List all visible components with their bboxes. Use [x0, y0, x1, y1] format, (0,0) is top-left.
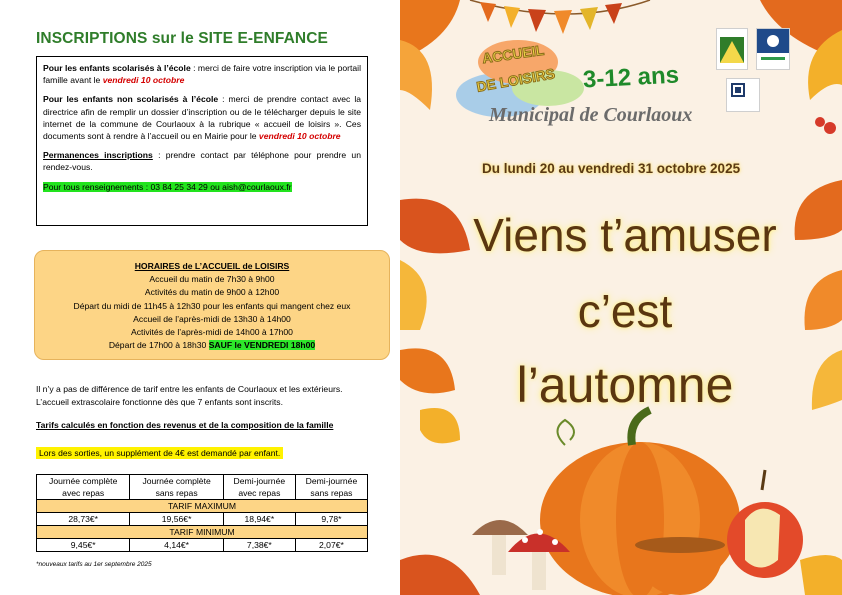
- supplement-note: Lors des sorties, un supplément de 4€ est demandé par enfant.: [36, 447, 283, 459]
- table-header-cell: Journée complète sans repas: [130, 475, 223, 500]
- partner-logo: [726, 78, 760, 112]
- leaf-icon: [795, 180, 842, 240]
- table-cell: 7,38€*: [223, 539, 295, 552]
- table-cell: 9,45€*: [37, 539, 130, 552]
- hours-line: Activités de l’après-midi de 14h00 à 17h00: [131, 327, 293, 338]
- headline-line-3: l’automne: [516, 357, 734, 413]
- table-cell: 19,56€*: [130, 513, 223, 526]
- hours-line: Départ du midi de 11h45 à 12h30 pour les enfants qui mangent chez eux: [73, 300, 351, 311]
- tariff-table: [36, 474, 368, 552]
- table-row: [37, 526, 368, 539]
- contact-line: Pour tous renseignements : 03 84 25 34 29 ou aish@courlaoux.fr: [43, 181, 292, 192]
- left-panel: [0, 0, 400, 595]
- inscriptions-title: INSCRIPTIONS sur le SITE E-ENFANCE: [36, 30, 328, 47]
- table-cell: 18,94€*: [223, 513, 295, 526]
- leaf-icon: [400, 555, 480, 595]
- berry-icon: [815, 117, 825, 127]
- hours-line: Accueil du matin de 7h30 à 9h00: [149, 274, 275, 285]
- age-range: 3-12 ans: [582, 61, 680, 94]
- leaf-icon: [812, 350, 842, 410]
- leaf-icon: [804, 270, 842, 330]
- table-row: [37, 513, 368, 526]
- permanences-paragraph: Permanences inscriptions : prendre contact par téléphone pour prendre un rendez-vous.: [43, 150, 361, 173]
- bunting-flag-icon: [528, 9, 546, 32]
- tariff-min-band: TARIF MINIMUM: [37, 526, 368, 539]
- municipal-title: Municipal de Courlaoux: [489, 104, 693, 126]
- caf-logo: [756, 28, 790, 70]
- schooled-paragraph: Pour les enfants scolarisés à l’école : merci de faire votre inscription via le portail famille avant le vendredi 10 octobre: [43, 63, 361, 86]
- table-cell: 4,14€*: [130, 539, 223, 552]
- inscription-info-box: [36, 56, 368, 226]
- pumpkin-stem-icon: [631, 410, 650, 445]
- table-row: [37, 500, 368, 513]
- table-cell: 9,78*: [295, 513, 367, 526]
- table-header-cell: Demi-journée sans repas: [295, 475, 367, 500]
- tariff-footnote: *nouveaux tarifs au 1er septembre 2025: [36, 561, 152, 568]
- leaf-icon: [400, 260, 427, 330]
- table-header-row: [37, 475, 368, 500]
- headline-line-2: c’est: [577, 285, 673, 337]
- berry-icon: [824, 122, 836, 134]
- leaf-icon: [400, 348, 455, 393]
- hours-line: Départ de 17h00 à 18h30 SAUF le VENDREDI 18h00: [108, 340, 316, 351]
- badge-line-1: ACCUEIL: [481, 41, 546, 67]
- table-cell: 2,07€*: [295, 539, 367, 552]
- tariff-info-paragraph: Il n’y a pas de différence de tarif entre les enfants de Courlaoux et les extérieurs. L’accueil extrascolaire fonctionne dès que 7 enfants sont inscrits.: [36, 384, 343, 407]
- leaf-icon: [800, 555, 842, 595]
- bunting-flag-icon: [605, 3, 622, 24]
- mushroom-icon: [472, 520, 528, 535]
- hours-title: HORAIRES de L’ACCUEIL de LOISIRS: [134, 261, 290, 271]
- table-cell: 28,73€*: [37, 513, 130, 526]
- bunting-flag-icon: [480, 2, 496, 22]
- bunting-flag-icon: [554, 10, 572, 34]
- non-schooled-paragraph: Pour les enfants non scolarisés à l’école : merci de prendre contact avec la directrice afin de remplir un dossier d’inscription ou de le télécharger depuis le site internet de la commune de Courlaoux à la rubrique « accueil de loisirs ». Ces documents sont à rendre à l’accueil ou en Mairie pour le vendredi 10 octobre: [43, 94, 362, 142]
- hours-box: [34, 250, 390, 360]
- hours-line: Accueil de l’après-midi de 13h30 à 14h00: [133, 313, 291, 324]
- headline-line-1: Viens t’amuser: [473, 209, 777, 261]
- badge-line-2: DE LOISIRS: [475, 65, 557, 95]
- autumn-poster: [400, 0, 842, 595]
- courlaoux-logo: [716, 28, 748, 70]
- leaf-icon: [400, 40, 432, 110]
- table-header-cell: Demi-journée avec repas: [223, 475, 295, 500]
- leaf-icon: [420, 408, 460, 443]
- table-row: [37, 539, 368, 552]
- table-header-cell: Journée complète avec repas: [37, 475, 130, 500]
- hours-line: Activités du matin de 9h00 à 12h00: [144, 287, 280, 298]
- bunting-flag-icon: [580, 7, 598, 30]
- tariff-max-band: TARIF MAXIMUM: [37, 500, 368, 513]
- tariffs-title: Tarifs calculés en fonction des revenus et de la composition de la famille: [36, 420, 334, 430]
- dates-banner: Du lundi 20 au vendredi 31 octobre 2025: [482, 161, 741, 176]
- bunting-flag-icon: [504, 6, 520, 28]
